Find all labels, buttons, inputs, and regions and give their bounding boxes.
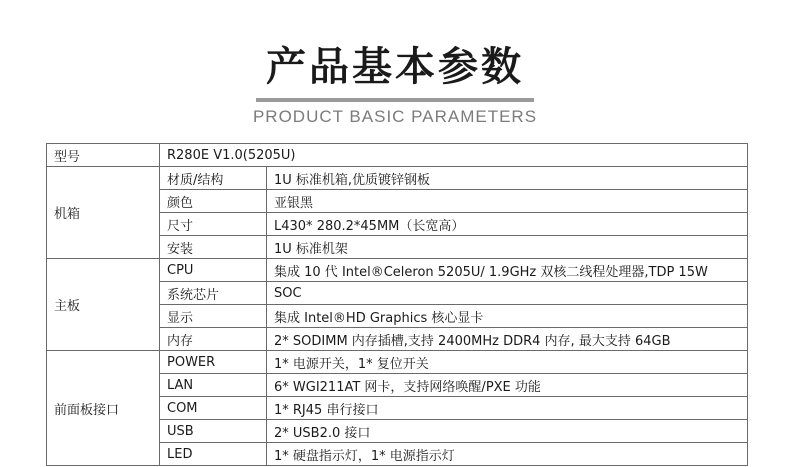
group-name-front-panel: 前面板接口 (47, 351, 160, 466)
param-value: 1* 电源开关，1* 复位开关 (267, 351, 748, 374)
param-value: 1* RJ45 串行接口 (267, 397, 748, 420)
param-label: 颜色 (160, 190, 267, 213)
table-row (47, 351, 748, 374)
param-value: 1U 标准机箱,优质镀锌钢板 (267, 167, 748, 190)
param-label: 尺寸 (160, 213, 267, 236)
param-label: LED (160, 443, 267, 466)
model-value: R280E V1.0(5205U) (160, 144, 748, 167)
param-label: 材质/结构 (160, 167, 267, 190)
table-row (47, 144, 748, 167)
table-row (47, 259, 748, 282)
param-value: L430* 280.2*45MM（长宽高） (267, 213, 748, 236)
param-label: 内存 (160, 328, 267, 351)
model-label: 型号 (47, 144, 160, 167)
page-title: 产品基本参数 (266, 44, 524, 90)
param-value: 1U 标准机架 (267, 236, 748, 259)
param-value: 亚银黑 (267, 190, 748, 213)
parameters-table (46, 143, 748, 466)
param-value: 1* 硬盘指示灯，1* 电源指示灯 (267, 443, 748, 466)
param-value: 集成 10 代 Intel®Celeron 5205U/ 1.9GHz 双核二线程处理器,TDP 15W (267, 259, 748, 282)
param-label: 安装 (160, 236, 267, 259)
param-label: 系统芯片 (160, 282, 267, 305)
page-subtitle: PRODUCT BASIC PARAMETERS (252, 107, 538, 126)
param-label: CPU (160, 259, 267, 282)
param-value: 2* SODIMM 内存插槽,支持 2400MHz DDR4 内存, 最大支持 64GB (267, 328, 748, 351)
title-underline (256, 98, 534, 102)
param-label: LAN (160, 374, 267, 397)
param-label: COM (160, 397, 267, 420)
param-value: 2* USB2.0 接口 (267, 420, 748, 443)
group-name-chassis: 机箱 (47, 167, 160, 259)
param-value: 集成 Intel®HD Graphics 核心显卡 (267, 305, 748, 328)
table-row (47, 167, 748, 190)
param-label: POWER (160, 351, 267, 374)
param-value: SOC (267, 282, 748, 305)
param-label: 显示 (160, 305, 267, 328)
group-name-motherboard: 主板 (47, 259, 160, 351)
param-value: 6* WGI211AT 网卡，支持网络唤醒/PXE 功能 (267, 374, 748, 397)
param-label: USB (160, 420, 267, 443)
